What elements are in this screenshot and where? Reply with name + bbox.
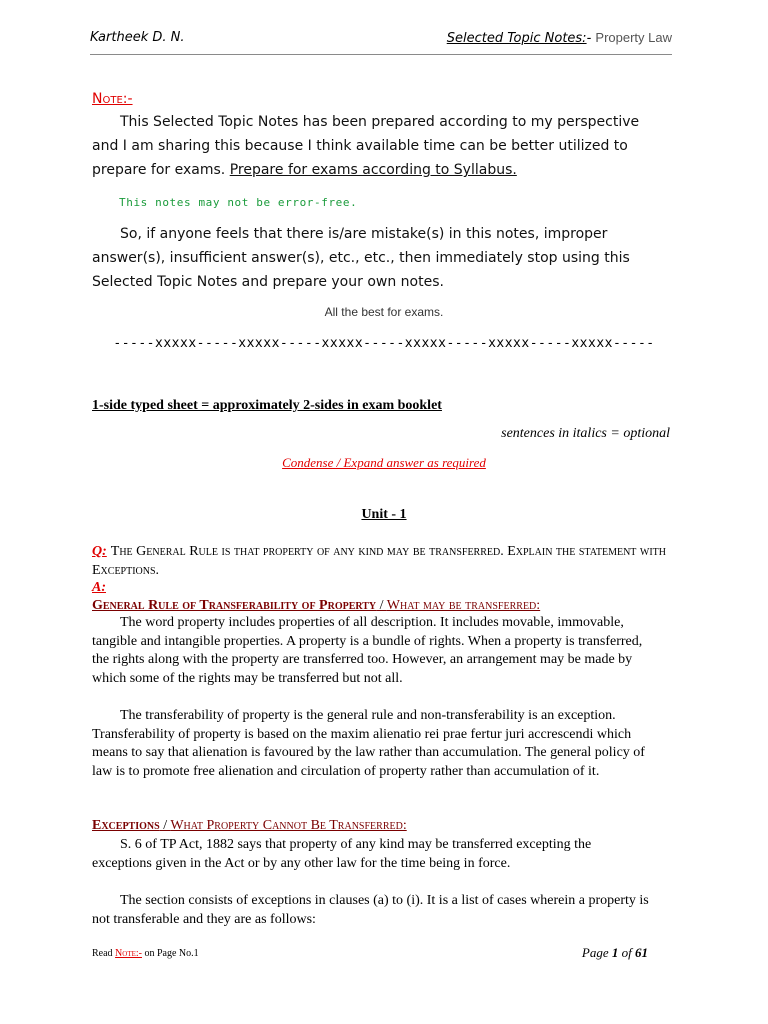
question-label: Q: bbox=[92, 544, 107, 559]
note-syllabus-link: Prepare for exams according to Syllabus. bbox=[229, 162, 517, 178]
header-title-sep: - bbox=[586, 31, 596, 46]
footer-read-note bbox=[92, 948, 199, 959]
page-current: 1 bbox=[611, 945, 619, 960]
section-subheading: What Property Cannot Be Transferred: bbox=[170, 818, 407, 833]
unit-heading: Unit - 1 bbox=[361, 507, 407, 522]
paragraph-property-definition: The word property includes properties of all description. It includes movable, immovable, tangible and intangible properties. A property is a bundle of rights. When a property is transferred, the rights along with the property are transferred too. However, an arrangement may be made by which some of the rights may be transferred but not all. bbox=[92, 615, 643, 686]
condense-note: Condense / Expand answer as required bbox=[282, 455, 486, 470]
disclaimer-paragraph: So, if anyone feels that there is/are mistake(s) in this notes, improper answer(s), insufficient answer(s), etc., etc., then immediately stop using this Selected Topic Notes and prepare your own notes. bbox=[92, 226, 630, 290]
header-title bbox=[447, 30, 672, 46]
section-heading-text: General Rule of Transferability of Property bbox=[92, 598, 377, 613]
header-title-main: Selected Topic Notes: bbox=[446, 31, 587, 46]
header-title-sub: Property Law bbox=[595, 30, 672, 45]
typed-sheet-note: 1-side typed sheet = approximately 2-sides in exam booklet bbox=[92, 398, 442, 413]
question bbox=[92, 542, 672, 580]
page-word: Page bbox=[581, 945, 612, 960]
page-total: 61 bbox=[635, 945, 648, 960]
footer-on-page: on Page No.1 bbox=[141, 948, 199, 959]
section-heading-sep: / bbox=[376, 598, 387, 613]
section-divider: -----xxxxx-----xxxxx-----xxxxx-----xxxxx-----xxxxx-----xxxxx----- bbox=[113, 336, 655, 351]
note-heading: Note:- bbox=[92, 91, 133, 107]
footer-note-ref: Note:- bbox=[115, 948, 142, 959]
section-heading-sep: / bbox=[159, 818, 171, 833]
best-wishes: All the best for exams. bbox=[324, 305, 444, 319]
paragraph-section-6: S. 6 of TP Act, 1882 says that property of any kind may be transferred excepting the exceptions given in the Act or by any other law for the time being in force. bbox=[92, 837, 592, 871]
answer-label: A: bbox=[92, 580, 106, 595]
note-paragraph bbox=[92, 110, 652, 182]
paragraph-transferability: The transferability of property is the general rule and non-transferability is an exception. Transferability of property is based on the maxim alienatio rei prae fertur juri accrescendi which means to say that alienation is favoured by the law rather than accumulation. The general policy of law is to promote free alienation and circulation of property rather than accumulation of it. bbox=[92, 708, 645, 779]
section-heading-general-rule bbox=[92, 598, 540, 614]
question-text: The General Rule is that property of any kind may be transferred. Explain the statement with Exceptions. bbox=[92, 544, 666, 578]
note-paragraph-text: This Selected Topic Notes has been prepared according to my perspective and I am sharing this because I think available time can be better utilized to prepare for exams. bbox=[92, 114, 640, 178]
paragraph-exceptions-list: The section consists of exceptions in clauses (a) to (i). It is a list of cases wherein a property is not transferable and they are as follows: bbox=[92, 893, 649, 927]
section-heading-exceptions bbox=[92, 818, 407, 834]
section-heading-text: Exceptions bbox=[92, 818, 160, 833]
footer-read: Read bbox=[92, 948, 116, 959]
header-author: Kartheek D. N. bbox=[90, 30, 185, 45]
page-of: of bbox=[618, 945, 635, 960]
error-free-note: This notes may not be error-free. bbox=[119, 196, 358, 209]
section-subheading: What may be transferred: bbox=[386, 598, 541, 613]
page-number bbox=[582, 945, 648, 961]
header-rule bbox=[90, 54, 672, 55]
italics-note: sentences in italics = optional bbox=[501, 426, 670, 441]
